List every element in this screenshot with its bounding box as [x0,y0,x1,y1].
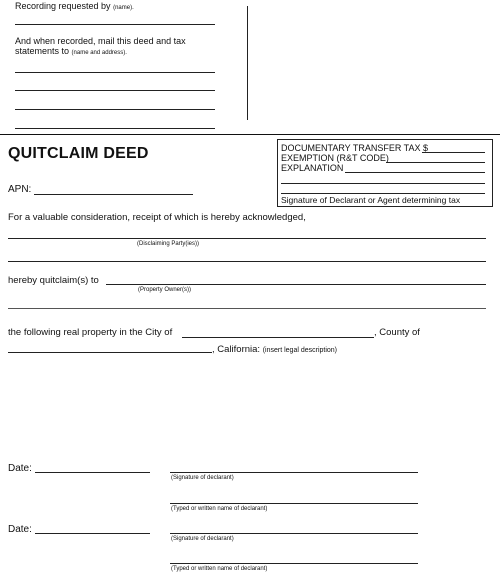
typed-name-field-2[interactable] [170,563,418,564]
recording-requested-label: Recording requested by (name). [15,1,134,11]
signature-field-2[interactable] [170,533,418,534]
tax-box [277,139,493,207]
legal-description-hint: (insert legal description) [262,347,338,354]
date-label-1: Date: [8,463,32,474]
quitclaim-to-label: hereby quitclaim(s) to [8,275,99,286]
date-label-2: Date: [8,524,32,535]
recording-requested-field[interactable] [15,24,215,25]
county-field[interactable] [8,352,212,353]
california-label: , California: (insert legal description) [212,344,338,355]
explanation-field[interactable] [345,172,485,173]
mail-to-field-1[interactable] [15,72,215,73]
mail-to-field-4[interactable] [15,128,215,129]
apn-label: APN: [8,184,32,195]
page-title: QUITCLAIM DEED [8,145,149,162]
signature-field-1[interactable] [170,472,418,473]
typed-name-hint-1: (Typed or written name of declarant) [171,506,268,512]
signature-hint-1: (Signature of declarant) [171,475,234,481]
explanation-label: EXPLANATION [281,163,344,173]
mail-to-hint: (name and address). [71,50,127,56]
consideration-text: For a valuable consideration, receipt of which is hereby acknowledged, [8,212,306,223]
declarant-signature-label: Signature of Declarant or Agent determining tax [281,195,461,205]
disclaiming-party-field-2[interactable] [8,261,486,262]
mail-to-line2: statements to (name and address). [15,46,127,56]
declarant-signature-field[interactable] [281,193,485,194]
disclaiming-party-hint: (Disclaiming Party(ies)) [137,241,200,247]
mail-to-field-2[interactable] [15,90,215,91]
county-label: , County of [374,327,420,338]
transfer-tax-field[interactable] [422,152,485,153]
signature-hint-2: (Signature of declarant) [171,536,234,542]
mail-to-line1: And when recorded, mail this deed and tax [15,36,186,46]
transfer-tax-label: DOCUMENTARY TRANSFER TAX $ [281,143,429,153]
header-divider [247,6,248,120]
property-owner-field-2[interactable] [8,308,486,309]
property-owner-field[interactable] [106,284,486,285]
city-field[interactable] [182,337,374,338]
property-owner-hint: (Property Owner(s)) [138,287,192,293]
explanation-field-2[interactable] [281,183,485,184]
typed-name-hint-2: (Typed or written name of declarant) [171,566,268,572]
disclaiming-party-field[interactable] [8,238,486,239]
date-field-1[interactable] [35,472,150,473]
exemption-label: EXEMPTION (R&T CODE) [281,153,389,163]
header-rule [0,134,500,135]
typed-name-field-1[interactable] [170,503,418,504]
apn-field[interactable] [34,194,193,195]
mail-to-field-3[interactable] [15,109,215,110]
property-city-text: the following real property in the City of [8,327,173,338]
date-field-2[interactable] [35,533,150,534]
exemption-field[interactable] [386,162,485,163]
recording-requested-hint: (name). [113,5,134,11]
